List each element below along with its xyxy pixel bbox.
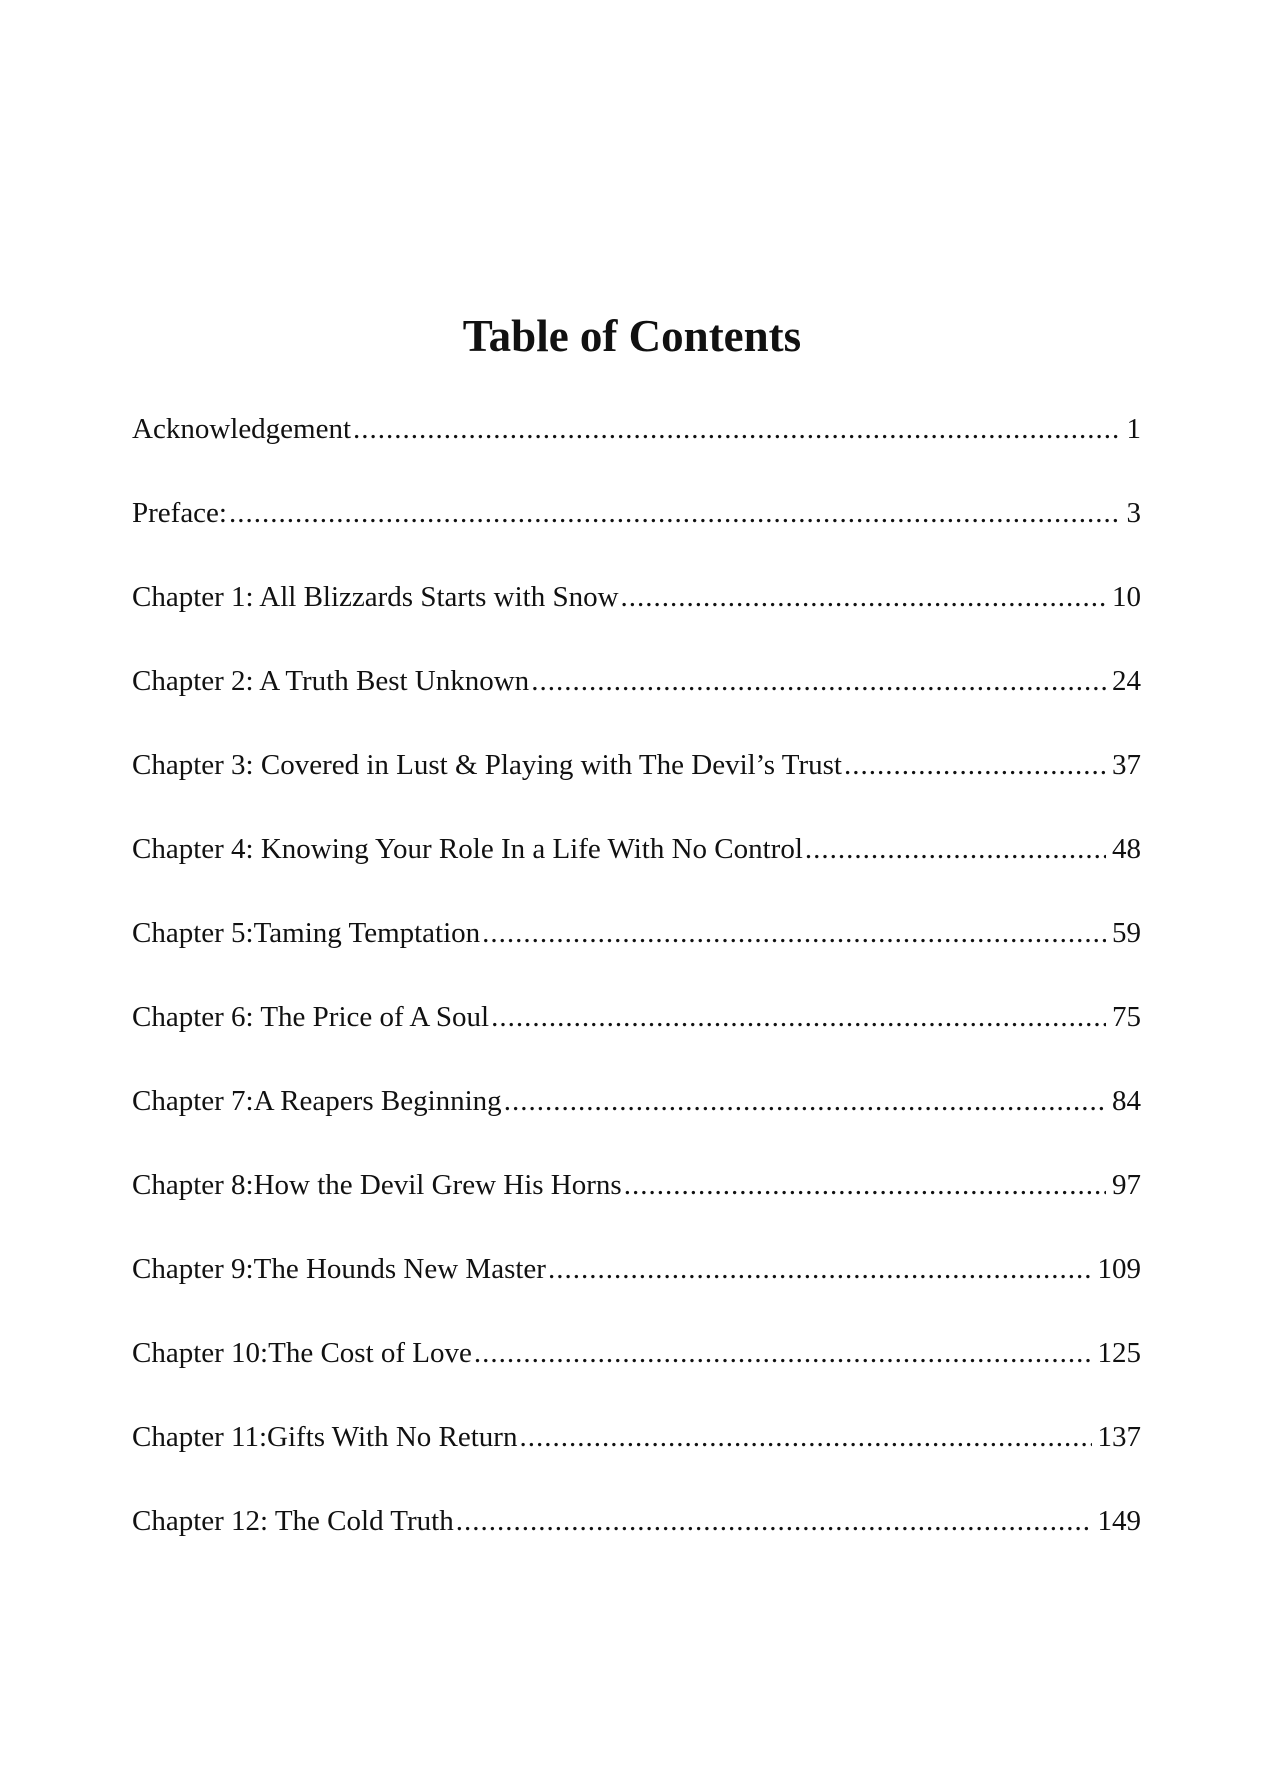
toc-entry-chapter-2 <box>132 652 1141 736</box>
toc-entry-chapter-7 <box>132 1072 1141 1156</box>
toc-entry-label: Chapter 11:Gifts With No Return <box>132 1421 518 1453</box>
toc-entry-page-number: 1 <box>1126 413 1141 445</box>
toc-entry-page-number: 97 <box>1112 1169 1141 1201</box>
toc-entry-page-number: 125 <box>1097 1337 1141 1369</box>
toc-entry-chapter-1 <box>132 568 1141 652</box>
toc-entry-label: Preface: <box>132 497 227 529</box>
toc-entry-chapter-11 <box>132 1408 1141 1492</box>
toc-dot-leader <box>482 904 1106 962</box>
toc-entry-label: Chapter 3: Covered in Lust & Playing with The Devil’s Trust <box>132 749 842 781</box>
toc-entry-page-number: 24 <box>1112 665 1141 697</box>
toc-entry-chapter-4 <box>132 820 1141 904</box>
toc-entry-chapter-5 <box>132 904 1141 988</box>
toc-entry-label: Chapter 10:The Cost of Love <box>132 1337 472 1369</box>
toc-entry-label: Acknowledgement <box>132 413 352 445</box>
toc-dot-leader <box>624 1156 1106 1214</box>
toc-entry-preface <box>132 484 1141 568</box>
toc-dot-leader <box>504 1072 1106 1130</box>
toc-entry-page-number: 84 <box>1112 1085 1141 1117</box>
toc-entry-chapter-9 <box>132 1240 1141 1324</box>
toc-list <box>132 400 1141 1576</box>
toc-dot-leader <box>474 1324 1092 1382</box>
toc-dot-leader <box>491 988 1106 1046</box>
toc-dot-leader <box>548 1240 1092 1298</box>
toc-dot-leader <box>805 820 1106 878</box>
toc-entry-label: Chapter 6: The Price of A Soul <box>132 1001 490 1033</box>
toc-entry-chapter-6 <box>132 988 1141 1072</box>
toc-entry-label: Chapter 12: The Cold Truth <box>132 1505 454 1537</box>
toc-entry-label: Chapter 2: A Truth Best Unknown <box>132 665 530 697</box>
toc-entry-page-number: 149 <box>1097 1505 1141 1537</box>
toc-entry-page-number: 75 <box>1112 1001 1141 1033</box>
toc-entry-page-number: 37 <box>1112 749 1141 781</box>
toc-entry-page-number: 10 <box>1112 581 1141 613</box>
toc-entry-page-number: 59 <box>1112 917 1141 949</box>
toc-entry-page-number: 3 <box>1126 497 1141 529</box>
toc-entry-label: Chapter 5:Taming Temptation <box>132 917 481 949</box>
toc-entry-page-number: 48 <box>1112 833 1141 865</box>
toc-entry-page-number: 109 <box>1097 1253 1141 1285</box>
toc-entry-acknowledgement <box>132 400 1141 484</box>
toc-entry-chapter-12 <box>132 1492 1141 1576</box>
toc-dot-leader <box>456 1492 1092 1550</box>
toc-dot-leader <box>353 400 1120 458</box>
toc-entry-page-number: 137 <box>1097 1421 1141 1453</box>
toc-entry-label: Chapter 8:How the Devil Grew His Horns <box>132 1169 622 1201</box>
toc-dot-leader <box>531 652 1106 710</box>
toc-dot-leader <box>519 1408 1091 1466</box>
toc-entry-label: Chapter 4: Knowing Your Role In a Life With No Control <box>132 833 803 865</box>
toc-entry-label: Chapter 7:A Reapers Beginning <box>132 1085 502 1117</box>
toc-entry-chapter-3 <box>132 736 1141 820</box>
toc-entry-label: Chapter 1: All Blizzards Starts with Snow <box>132 581 619 613</box>
toc-dot-leader <box>229 484 1121 542</box>
toc-entry-chapter-10 <box>132 1324 1141 1408</box>
toc-dot-leader <box>844 736 1106 794</box>
toc-title: Table of Contents <box>462 311 802 361</box>
toc-entry-label: Chapter 9:The Hounds New Master <box>132 1253 546 1285</box>
toc-entry-chapter-8 <box>132 1156 1141 1240</box>
toc-dot-leader <box>621 568 1106 626</box>
